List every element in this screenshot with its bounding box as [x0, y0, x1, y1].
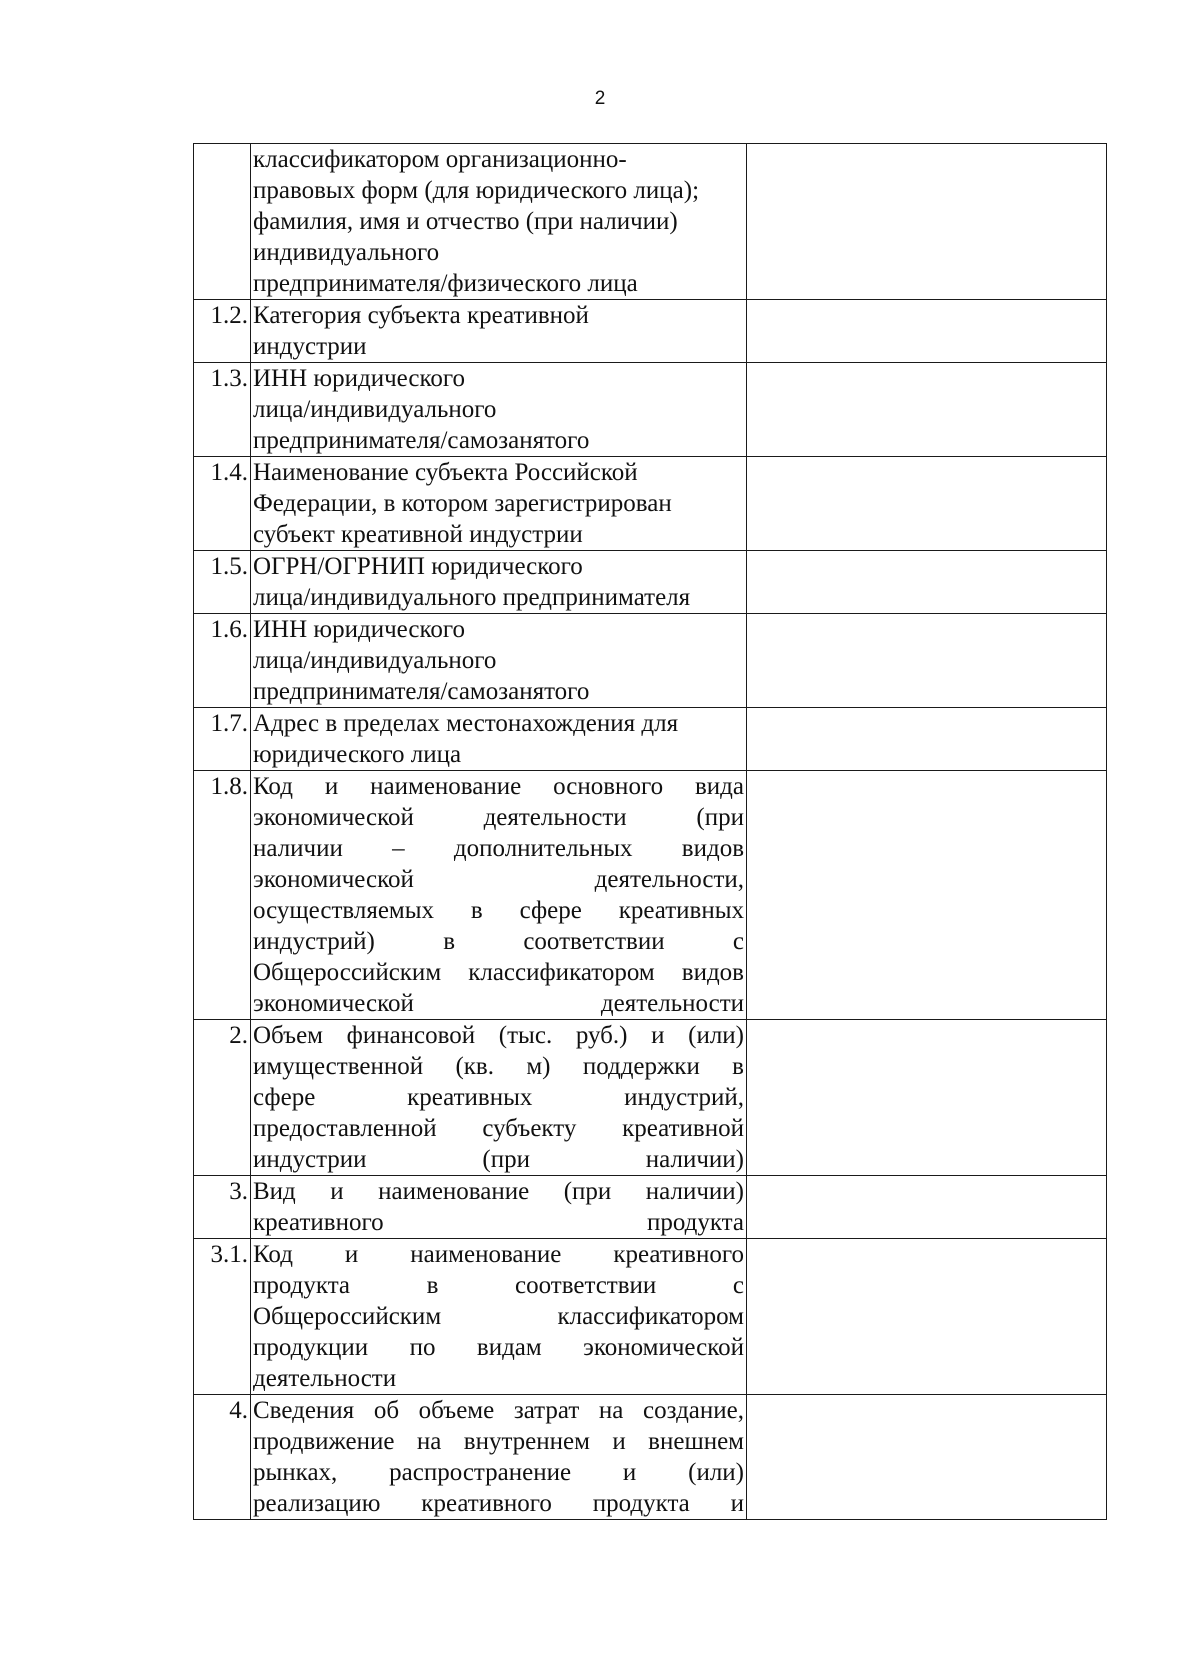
page-number: 2: [594, 88, 606, 109]
row-number: 1.8.: [194, 771, 251, 1020]
label-line: фамилия, имя и отчество (при наличии): [253, 208, 678, 235]
label-line: предоставленной субъекту креативной: [253, 1115, 744, 1142]
row-label: [251, 1020, 747, 1176]
label-line: лица/индивидуального предпринимателя: [253, 584, 691, 611]
row-label: [251, 363, 747, 457]
row-value-field[interactable]: [747, 363, 1107, 457]
label-line: сфере креативных индустрий,: [253, 1084, 744, 1111]
row-label: [251, 771, 747, 1020]
row-value-field[interactable]: [747, 708, 1107, 771]
label-line: креативного продукта: [253, 1209, 744, 1236]
row-value-field[interactable]: [747, 457, 1107, 551]
label-line: предпринимателя/самозанятого: [253, 678, 590, 705]
label-line: Федерации, в котором зарегистрирован: [253, 490, 672, 517]
label-line: индустрии (при наличии): [253, 1146, 744, 1173]
label-line: экономической деятельности,: [253, 866, 744, 893]
row-number: 1.4.: [194, 457, 251, 551]
label-line: ОГРН/ОГРНИП юридического: [253, 553, 583, 580]
label-line: наличии – дополнительных видов: [253, 835, 744, 862]
label-line: субъект креативной индустрии: [253, 521, 583, 548]
row-number: 3.1.: [194, 1239, 251, 1395]
label-line: Общероссийским классификатором: [253, 1303, 744, 1330]
row-number: 1.6.: [194, 614, 251, 708]
table-row: [194, 1020, 1107, 1176]
label-line: Код и наименование креативного: [253, 1241, 744, 1268]
label-line: имущественной (кв. м) поддержки в: [253, 1053, 744, 1080]
row-label: [251, 708, 747, 771]
table-row: [194, 363, 1107, 457]
row-number: 1.3.: [194, 363, 251, 457]
row-number: 1.2.: [194, 300, 251, 363]
row-label: [251, 457, 747, 551]
row-value-field[interactable]: [747, 1176, 1107, 1239]
label-line: ИНН юридического: [253, 365, 465, 392]
table-row: [194, 708, 1107, 771]
label-line: экономической деятельности: [253, 990, 744, 1017]
label-line: Код и наименование основного вида: [253, 773, 744, 800]
row-number: 1.7.: [194, 708, 251, 771]
row-label: [251, 614, 747, 708]
row-value-field[interactable]: [747, 144, 1107, 300]
label-line: индустрии: [253, 333, 367, 360]
label-line: Сведения об объеме затрат на создание,: [253, 1397, 744, 1424]
label-line: Вид и наименование (при наличии): [253, 1178, 744, 1205]
row-label: [251, 1239, 747, 1395]
label-line: Наименование субъекта Российской: [253, 459, 638, 486]
label-line: индустрий) в соответствии с: [253, 928, 744, 955]
row-label: [251, 1395, 747, 1520]
label-line: деятельности: [253, 1365, 397, 1392]
label-line: продвижение на внутреннем и внешнем: [253, 1428, 744, 1455]
label-line: экономической деятельности (при: [253, 804, 744, 831]
row-value-field[interactable]: [747, 771, 1107, 1020]
label-line: Объем финансовой (тыс. руб.) и (или): [253, 1022, 744, 1049]
row-label: [251, 144, 747, 300]
row-value-field[interactable]: [747, 1020, 1107, 1176]
label-line: классификатором организационно-: [253, 146, 627, 173]
label-line: Категория субъекта креативной: [253, 302, 589, 329]
table-row: [194, 1395, 1107, 1520]
label-line: лица/индивидуального: [253, 396, 497, 423]
table-row: [194, 614, 1107, 708]
table-row: [194, 1239, 1107, 1395]
label-line: Общероссийским классификатором видов: [253, 959, 744, 986]
table-row: [194, 771, 1107, 1020]
label-line: лица/индивидуального: [253, 647, 497, 674]
form-table: [193, 143, 1107, 1520]
row-value-field[interactable]: [747, 1395, 1107, 1520]
label-line: индивидуального: [253, 239, 440, 266]
label-line: ИНН юридического: [253, 616, 465, 643]
row-number: 4.: [194, 1395, 251, 1520]
row-value-field[interactable]: [747, 1239, 1107, 1395]
row-label: [251, 300, 747, 363]
row-number: 3.: [194, 1176, 251, 1239]
table-row: [194, 1176, 1107, 1239]
table-row: [194, 144, 1107, 300]
row-value-field[interactable]: [747, 300, 1107, 363]
label-line: предпринимателя/самозанятого: [253, 427, 590, 454]
label-line: правовых форм (для юридического лица);: [253, 177, 700, 204]
label-line: юридического лица: [253, 741, 462, 768]
row-number: 2.: [194, 1020, 251, 1176]
label-line: реализацию креативного продукта и: [253, 1490, 744, 1517]
row-label: [251, 551, 747, 614]
label-line: осуществляемых в сфере креативных: [253, 897, 744, 924]
label-line: Адрес в пределах местонахождения для: [253, 710, 679, 737]
label-line: продукции по видам экономической: [253, 1334, 744, 1361]
table-row: [194, 300, 1107, 363]
label-line: предпринимателя/физического лица: [253, 270, 638, 297]
table-row: [194, 551, 1107, 614]
label-line: рынках, распространение и (или): [253, 1459, 744, 1486]
row-number: [194, 144, 251, 300]
table-row: [194, 457, 1107, 551]
row-value-field[interactable]: [747, 614, 1107, 708]
form-table-body: [194, 144, 1107, 1520]
label-line: продукта в соответствии с: [253, 1272, 744, 1299]
row-value-field[interactable]: [747, 551, 1107, 614]
row-label: [251, 1176, 747, 1239]
row-number: 1.5.: [194, 551, 251, 614]
